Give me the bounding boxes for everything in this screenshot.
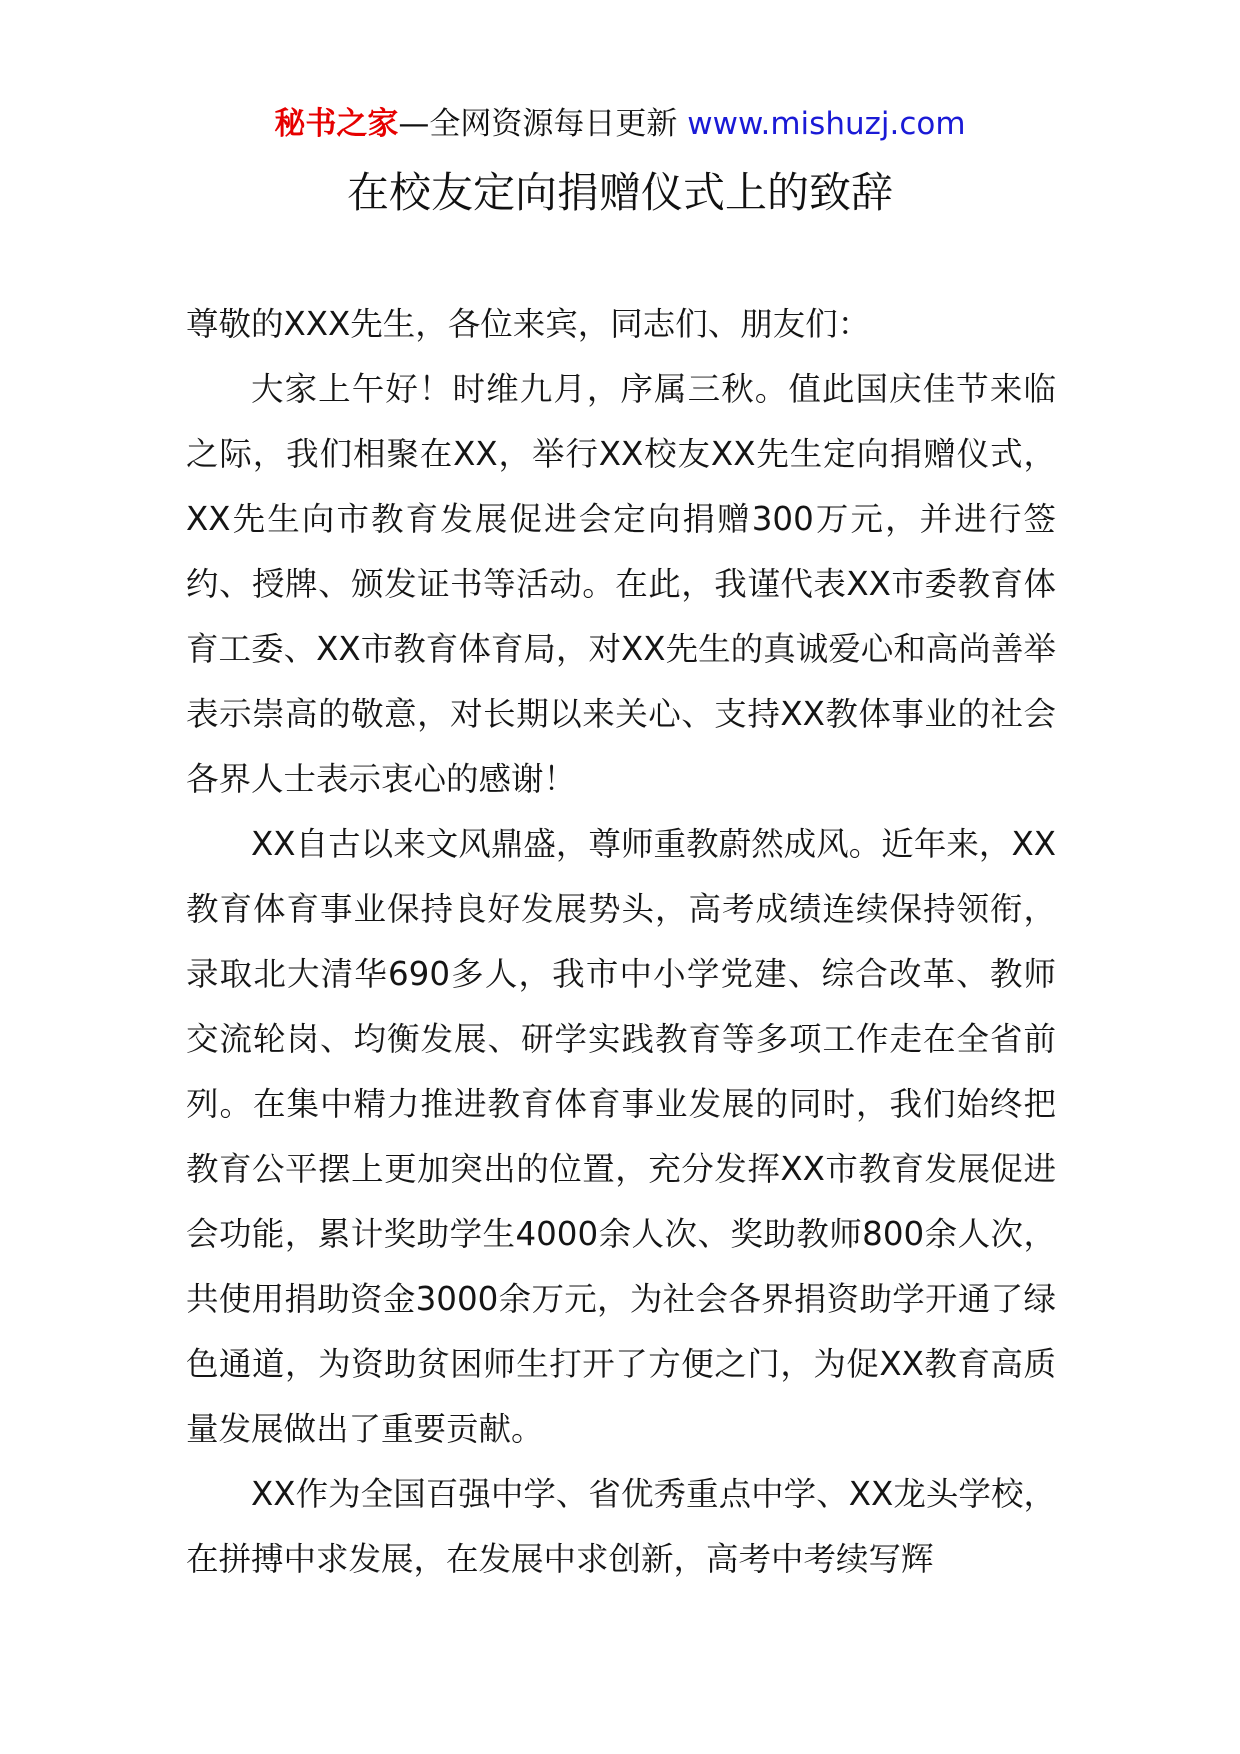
document-title: 在校友定向捐赠仪式上的致辞 — [346, 168, 893, 217]
paragraph-3: XX作为全国百强中学、省优秀重点中学、XX龙头学校，在拼搏中求发展，在发展中求创新，高考中考续写辉 — [186, 1475, 1056, 1578]
brand-name: 秘书之家 — [274, 106, 399, 142]
header-tagline: —全网资源每日更新 — [398, 106, 678, 142]
site-header — [0, 104, 1240, 144]
document-body — [186, 292, 1056, 1592]
site-url-link[interactable]: www.mishuzj.com — [687, 106, 966, 142]
paragraph-2: XX自古以来文风鼎盛，尊师重教蔚然成风。近年来，XX教育体育事业保持良好发展势头，高考成绩连续保持领衔，录取北大清华690多人，我市中小学党建、综合改革、教师交流轮岗、均衡发展、研学实践教育等多项工作走在全省前列。在集中精力推进教育体育事业发展的同时，我们始终把教育公平摆上更加突出的位置，充分发挥XX市教育发展促进会功能，累计奖助学生4000余人次、奖助教师800余人次，共使用捐助资金3000余万元，为社会各界捐资助学开通了绿色通道，为资助贫困师生打开了方便之门，为促XX教育高质量发展做出了重要贡献。 — [186, 825, 1056, 1448]
paragraph-1: 大家上午好！时维九月，序属三秋。值此国庆佳节来临之际，我们相聚在XX，举行XX校友XX先生定向捐赠仪式，XX先生向市教育发展促进会定向捐赠300万元，并进行签约、授牌、颁发证书等活动。在此，我谨代表XX市委教育体育工委、XX市教育体育局，对XX先生的真诚爱心和高尚善举表示崇高的敬意，对长期以来关心、支持XX教体事业的社会各界人士表示衷心的感谢！ — [186, 370, 1056, 798]
salutation: 尊敬的XXX先生，各位来宾，同志们、朋友们： — [186, 305, 871, 343]
